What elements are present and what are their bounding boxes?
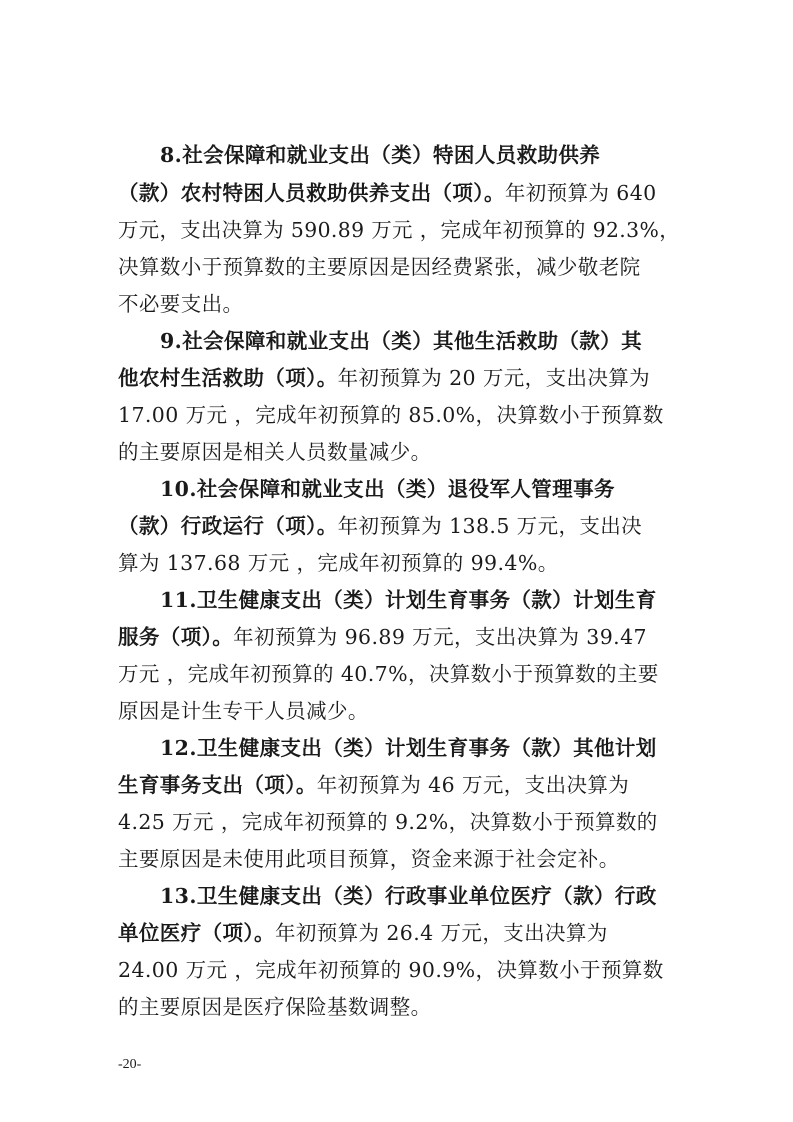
paragraph-8-line-2: （款）农村特困人员救助供养支出（项）。年初预算为 640 (118, 181, 657, 205)
paragraph-12-line-4: 主要原因是未使用此项目预算，资金来源于社会定补。 (118, 847, 620, 871)
paragraph-10-line-3: 算为 137.68 万元 ，完成年初预算的 99.4%。 (118, 551, 559, 575)
paragraph-11-line-3: 万元 ，完成年初预算的 40.7%，决算数小于预算数的主要 (118, 662, 659, 686)
paragraph-11-line-2: 服务（项）。年初预算为 96.89 万元，支出决算为 39.47 (118, 625, 647, 649)
paragraph-12-heading: 12.卫生健康支出（类）计划生育事务（款）其他计划 (160, 736, 657, 760)
paragraph-11-line-1 (160, 585, 657, 615)
paragraph-9-line-1 (160, 326, 642, 356)
paragraph-13-line-3: 24.00 万元 ，完成年初预算的 90.9%，决算数小于预算数 (118, 958, 664, 982)
paragraph-9-line-2: 他农村生活救助（项）。年初预算为 20 万元，支出决算为 (118, 366, 651, 390)
paragraph-13-line-1 (160, 881, 657, 911)
paragraph-12-line-2: 生育事务支出（项）。年初预算为 46 万元，支出决算为 (118, 773, 630, 797)
paragraph-10-line-1 (160, 474, 615, 504)
paragraph-8-line-5: 不必要支出。 (118, 292, 244, 316)
paragraph-8-line-1 (160, 140, 600, 170)
paragraph-13-line-4: 的主要原因是医疗保险基数调整。 (118, 995, 432, 1019)
page-number: -20- (118, 1057, 142, 1072)
paragraph-10-heading: 10.社会保障和就业支出（类）退役军人管理事务 (160, 477, 615, 501)
paragraph-13-heading: 13.卫生健康支出（类）行政事业单位医疗（款）行政 (160, 884, 657, 908)
paragraph-8-line-4: 决算数小于预算数的主要原因是因经费紧张，减少敬老院 (118, 255, 641, 279)
paragraph-9-line-4: 的主要原因是相关人员数量减少。 (118, 440, 432, 464)
paragraph-12-line-1 (160, 733, 657, 763)
paragraph-9-heading: 9.社会保障和就业支出（类）其他生活救助（款）其 (160, 329, 642, 353)
paragraph-11-line-4: 原因是计生专干人员减少。 (118, 699, 369, 723)
paragraph-13-line-2: 单位医疗（项）。年初预算为 26.4 万元，支出决算为 (118, 921, 608, 945)
paragraph-12-line-3: 4.25 万元 ，完成年初预算的 9.2%，决算数小于预算数的 (118, 810, 658, 834)
paragraph-10-line-2: （款）行政运行（项）。年初预算为 138.5 万元，支出决 (118, 514, 643, 538)
paragraph-8-heading: 8.社会保障和就业支出（类）特困人员救助供养 (160, 143, 601, 167)
paragraph-9-line-3: 17.00 万元 ，完成年初预算的 85.0%，决算数小于预算数 (118, 403, 664, 427)
paragraph-8-line-3: 万元，支出决算为 590.89 万元 ，完成年初预算的 92.3%， (118, 218, 681, 242)
paragraph-11-heading: 11.卫生健康支出（类）计划生育事务（款）计划生育 (160, 588, 657, 612)
